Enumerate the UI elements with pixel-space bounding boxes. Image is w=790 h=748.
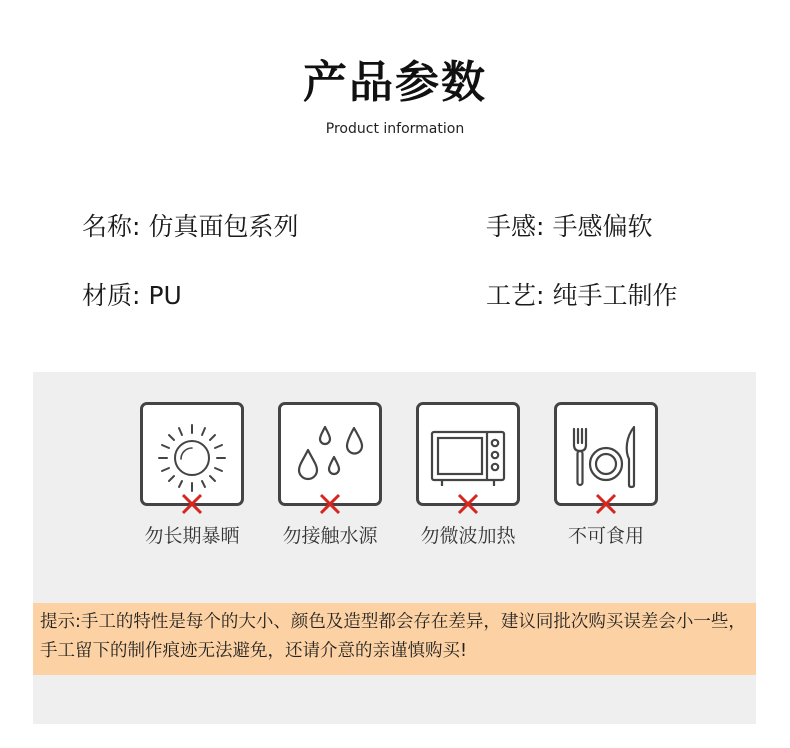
sun-icon — [143, 405, 241, 503]
spec-value: 纯手工制作 — [552, 281, 678, 310]
spec-label: 手感: — [486, 212, 545, 241]
spec-label: 名称: — [82, 212, 141, 241]
notice-banner — [33, 603, 756, 675]
spec-value: 仿真面包系列 — [148, 212, 299, 241]
warning-card-microwave — [398, 402, 538, 548]
spec-material — [82, 276, 182, 312]
warning-label: 勿接触水源 — [282, 525, 378, 547]
page-subtitle: Product information — [325, 121, 465, 137]
prohibited-cross-icon — [595, 493, 617, 515]
prohibited-cross-icon — [181, 493, 203, 515]
spec-label: 材质: — [82, 281, 141, 310]
warning-card-sun — [122, 402, 262, 548]
warning-panel — [33, 372, 756, 724]
spec-value: 手感偏软 — [552, 212, 653, 241]
page-title: 产品参数 — [303, 57, 487, 108]
warning-label: 不可食用 — [567, 525, 644, 547]
microwave-icon — [419, 405, 517, 503]
warning-card-cutlery — [536, 402, 676, 548]
notice-text: 提示:手工的特性是每个的大小、颜色及造型都会存在差异，建议同批次购买误差会小一些，手工留下的制作痕迹无法避免，还请介意的亲谨慎购买! — [40, 612, 746, 661]
warning-icon-frame — [554, 402, 658, 506]
water-drops-icon — [281, 405, 379, 503]
spec-value: PU — [148, 281, 182, 310]
warning-card-water — [260, 402, 400, 548]
spec-feel — [486, 207, 652, 243]
warning-label: 勿长期暴晒 — [144, 525, 240, 547]
cutlery-icon — [557, 405, 655, 503]
prohibited-cross-icon — [319, 493, 341, 515]
warning-icon-frame — [140, 402, 244, 506]
warning-label: 勿微波加热 — [420, 525, 516, 547]
prohibited-cross-icon — [457, 493, 479, 515]
warning-icon-frame — [416, 402, 520, 506]
spec-label: 工艺: — [486, 281, 545, 310]
spec-name — [82, 207, 298, 243]
warning-icon-frame — [278, 402, 382, 506]
spec-craft — [486, 276, 677, 312]
